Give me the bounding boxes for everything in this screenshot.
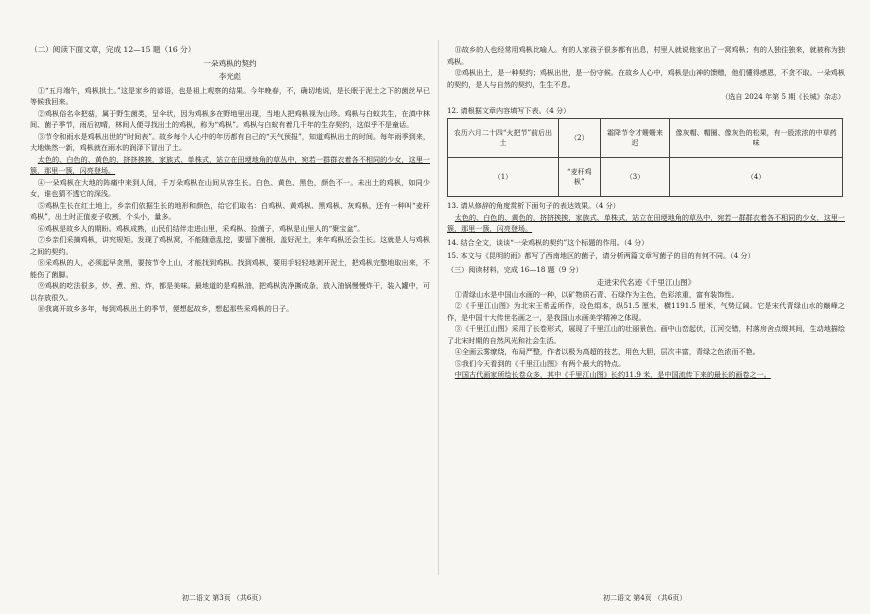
table-row xyxy=(448,158,843,197)
question-12: 12. 请根据文章内容填写下表。（4 分） xyxy=(447,105,571,115)
question-14: 14. 结合全文，谈谈“一朵鸡枞的契约”这个标题的作用。（4 分） xyxy=(447,237,649,247)
paragraph: ⑪故乡的人也经常用鸡枞比喻人。有的人家孩子很多都有出息，村里人就说他家出了一窝鸡枞；有的人独往独来，就被称为独鸡枞。 xyxy=(447,45,845,66)
paragraph: ⑫鸡枞出土，是一种契约；鸡枞出世，是一份守候。在故乡人心中，鸡枞是山神的馈赠，他们懂得感恩，不贪不取。一朵鸡枞的契约，是人与自然的契约，生生不息。 xyxy=(447,68,845,89)
paragraph: ③节令和雨水是鸡枞出世的“时间表”。故乡每个人心中的年历都有自己的“天气预报”，知道鸡枞出土的时间。每年雨季到来，大地焕然一新，鸡枞就在雨水的润泽下冒出了土。 xyxy=(30,131,430,152)
page-footer: 初二语文 第4页 （共6页） xyxy=(603,594,687,602)
table-cell: （4） xyxy=(670,158,843,197)
table-cell: 农历六月二十四“火把节”前后出土 xyxy=(448,119,559,158)
paragraph: ①“五月端午，鸡枞拱土。”这是家乡的谚语，也是祖上观察的结果。今年晚春，不，确切地说，是长眠于泥土之下的菌丝早已等候我回来。 xyxy=(30,85,430,106)
paragraph: ③《千里江山图》采用了长卷形式，展现了千里江山的壮丽景色。画中山峦起伏，江河交错，村落房舍点缀其间，生动地描绘了北宋时期的自然风光和社会生活。 xyxy=(447,324,845,345)
paragraph: ⑤鸡枞生长在红土地上，乡亲们依据生长的地形和颜色，给它们取名：白鸡枞、黄鸡枞、黑鸡枞、灰鸡枞，还有一种叫“麦秆鸡枞”，出土时正值麦子收割，个头小，量多。 xyxy=(30,200,430,221)
question-13: 13. 请从修辞的角度赏析下面句子的表达效果。（4 分） xyxy=(447,201,620,210)
table-row xyxy=(448,119,843,158)
paragraph: ⑧采鸡枞的人，必须起早贪黑，要按节令上山，才能找到鸡枞。找到鸡枞，要用手轻轻地剥开泥土，把鸡枞完整地取出来，不能伤了菌脚。 xyxy=(30,258,430,279)
material-title: 走进宋代名迹《千里江山图》 xyxy=(596,278,696,287)
question-13-sentence: 太色的、白色的、黄色的，挤挤挨挨，家族式、单株式，站立在田埂地角的草丛中，宛若一群群衣着各不相同的少女，这里一簇，那里一簇，闪亮登场。 xyxy=(447,212,845,233)
table-cell: （1） xyxy=(448,158,559,197)
left-page xyxy=(30,44,430,315)
underlined-sentence: 中国古代画家所绘长卷众多，其中《千里江山图》长约11.9 米，是中国流传下来的最长的画卷之一。 xyxy=(454,370,771,379)
page-footer: 初二语文 第3页 （共6页） xyxy=(182,594,266,602)
paragraph: ②《千里江山图》为北宋王希孟所作，设色绢本，纵51.5 厘米，横1191.5 厘米，气势辽阔。它是宋代青绿山水的巅峰之作，是中国十大传世名画之一，是我国山水画美学精神之体现。 xyxy=(447,301,845,322)
page-divider xyxy=(438,40,439,575)
paragraph: ②鸡枞俗名伞把菇，属于野生菌类，呈伞状，因为鸡枞多在野地里出现，当地人把鸡枞视为山珍。鸡枞与白蚁共生，在滇中林间、菌子季节，雨后初晴，林间人便寻找出土的鸡枞，称为“鸡枞”。鸡枞与白蚁有着几千年的生存契约，这似乎不是童话。 xyxy=(30,108,430,129)
section-heading: （二）阅读下面文章，完成 12—15 题（16 分） xyxy=(30,45,196,54)
paragraph: ⑤我们今天看到的《千里江山图》有两个最大的特点。 xyxy=(454,358,626,368)
paragraph: ⑥鸡枞是故乡人的期盼。鸡枞成熟，山民们结伴走进山里，采鸡枞、捡菌子，鸡枞是山里人的“聚宝盆”。 xyxy=(37,223,365,233)
source-note: （选自 2024 年第 5 期《长城》杂志） xyxy=(721,92,845,101)
paragraph: ⑦乡亲们采摘鸡枞，讲究规矩。发现了鸡枞窝，不能随意乱挖，要留下菌根，盖好泥土，来年鸡枞还会生长。这就是人与鸡枞之间的契约。 xyxy=(30,235,430,256)
table-cell: 像灰帽、帽圈、像灰色的松果，有一股浓浓的中草药味 xyxy=(670,119,843,158)
table-cell: 霜降节令才姗姗来迟 xyxy=(600,119,669,158)
table-cell: （2） xyxy=(558,119,600,158)
fill-table xyxy=(447,118,843,197)
paragraph: ④一朵鸡枞在大地的阵痛中来到人间，千万朵鸡枞在山间从容生长。白色、黄色、黑色，颜色不一。未出土的鸡枞，如同少女，谁也猜不透它的深浅。 xyxy=(30,177,430,198)
article-author: 李光彪 xyxy=(219,72,241,81)
question-15: 15. 本文与《昆明的雨》都写了西南地区的菌子，请分析两篇文章写菌子的目的有何不同。（4 分） xyxy=(447,251,755,260)
table-cell: （3） xyxy=(600,158,669,197)
paragraph: ①青绿山水是中国山水画的一种，以矿物质石青、石绿作为主色，色彩浓重，富有装饰性。 xyxy=(454,289,739,299)
article-title: 一朵鸡枞的契约 xyxy=(203,58,257,68)
paragraph: ④全画云雾缭绕，布局严整，作者以极为高超的技艺，用色大胆，层次丰富，青绿之色浓而不艳。 xyxy=(454,347,760,356)
section-heading: （三）阅读材料，完成 16—18 题（9 分） xyxy=(447,264,583,274)
right-page xyxy=(447,44,845,381)
paragraph: ⑨鸡枞的吃法很多，炒、煮、煎、炸，都是美味。最地道的是鸡枞油，把鸡枞洗净撕成条，放入油锅慢慢炸干，装入罐中，可以存放很久。 xyxy=(30,281,430,302)
table-cell: “麦秆鸡枞” xyxy=(558,158,600,197)
paragraph: ⑩我离开故乡多年，每到鸡枞出土的季节，便想起故乡，想起那些采鸡枞的日子。 xyxy=(37,304,294,313)
underlined-sentence: 太色的、白色的、黄色的，挤挤挨挨，家族式、单株式，站立在田埂地角的草丛中，宛若一群群衣着各不相同的少女，这里一簇，那里一簇，闪亮登场。 xyxy=(30,154,430,175)
